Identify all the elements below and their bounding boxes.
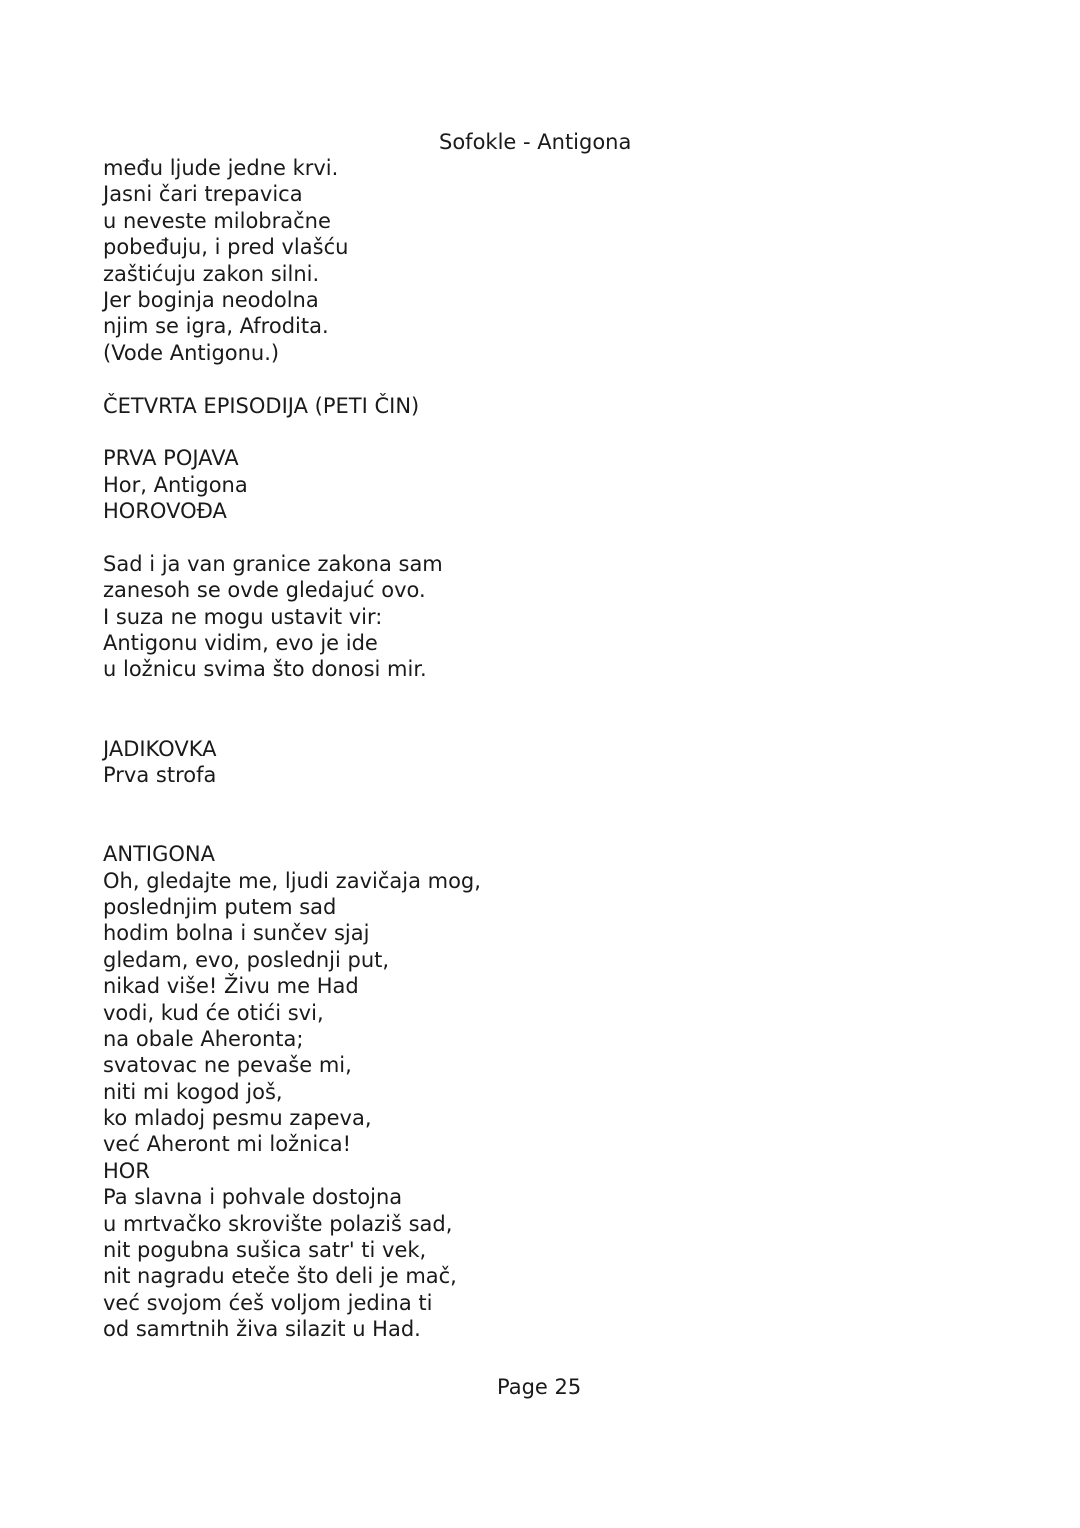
text-line: Oh, gledajte me, ljudi zavičaja mog, bbox=[103, 868, 481, 893]
text-line: HOR bbox=[103, 1158, 150, 1183]
text-line: hodim bolna i sunčev sjaj bbox=[103, 921, 370, 946]
text-line: u neveste milobračne bbox=[103, 208, 331, 233]
text-line: Jasni čari trepavica bbox=[103, 182, 303, 207]
text-line: PRVA POJAVA bbox=[103, 446, 239, 471]
document-body bbox=[103, 155, 803, 1343]
text-line: već svojom ćeš voljom jedina ti bbox=[103, 1290, 433, 1315]
text-line: Jer boginja neodolna bbox=[103, 287, 319, 312]
text-line: JADIKOVKA bbox=[103, 736, 217, 761]
blank-line bbox=[103, 788, 803, 814]
text-line: nit pogubna sušica satr' ti vek, bbox=[103, 1238, 427, 1263]
text-line: vodi, kud će otići svi, bbox=[103, 1000, 324, 1025]
text-line: od samrtnih živa silazit u Had. bbox=[103, 1317, 421, 1342]
page-number: Page 25 bbox=[497, 1375, 582, 1399]
text-line: ČETVRTA EPISODIJA (PETI ČIN) bbox=[103, 393, 420, 418]
text-line: njim se igra, Afrodita. bbox=[103, 314, 329, 339]
text-line: u ložnicu svima što donosi mir. bbox=[103, 657, 427, 682]
text-line: ko mladoj pesmu zapeva, bbox=[103, 1106, 372, 1131]
blank-line bbox=[103, 366, 803, 392]
text-line: već Aheront mi ložnica! bbox=[103, 1132, 352, 1157]
blank-line bbox=[103, 709, 803, 735]
text-line: Antigonu vidim, evo je ide bbox=[103, 631, 378, 656]
text-line: među ljude jedne krvi. bbox=[103, 156, 339, 180]
text-line: Prva strofa bbox=[103, 762, 217, 787]
running-header: Sofokle - Antigona bbox=[439, 130, 632, 154]
text-line: pobeđuju, i pred vlašću bbox=[103, 235, 349, 260]
text-line: HOROVOĐA bbox=[103, 499, 227, 524]
blank-line bbox=[103, 524, 803, 550]
text-line: zanesoh se ovde gledajuć ovo. bbox=[103, 578, 426, 603]
text-line: gledam, evo, poslednji put, bbox=[103, 947, 390, 972]
text-line: Hor, Antigona bbox=[103, 472, 248, 497]
blank-line bbox=[103, 419, 803, 445]
text-line: nit nagradu eteče što deli je mač, bbox=[103, 1264, 457, 1289]
text-line: u mrtvačko skrovište polaziš sad, bbox=[103, 1211, 453, 1236]
text-line: poslednjim putem sad bbox=[103, 894, 337, 919]
text-line: niti mi kogod još, bbox=[103, 1079, 283, 1104]
blank-line bbox=[103, 815, 803, 841]
text-line: na obale Aheronta; bbox=[103, 1026, 304, 1051]
text-line: svatovac ne pevaše mi, bbox=[103, 1053, 352, 1078]
text-line: Pa slavna i pohvale dostojna bbox=[103, 1185, 403, 1210]
text-line: nikad više! Živu me Had bbox=[103, 974, 359, 999]
text-line: Sad i ja van granice zakona sam bbox=[103, 551, 443, 576]
blank-line bbox=[103, 683, 803, 709]
text-line: (Vode Antigonu.) bbox=[103, 340, 280, 365]
text-line: zaštićuju zakon silni. bbox=[103, 261, 320, 286]
text-line: ANTIGONA bbox=[103, 842, 215, 867]
text-line: I suza ne mogu ustavit vir: bbox=[103, 604, 383, 629]
